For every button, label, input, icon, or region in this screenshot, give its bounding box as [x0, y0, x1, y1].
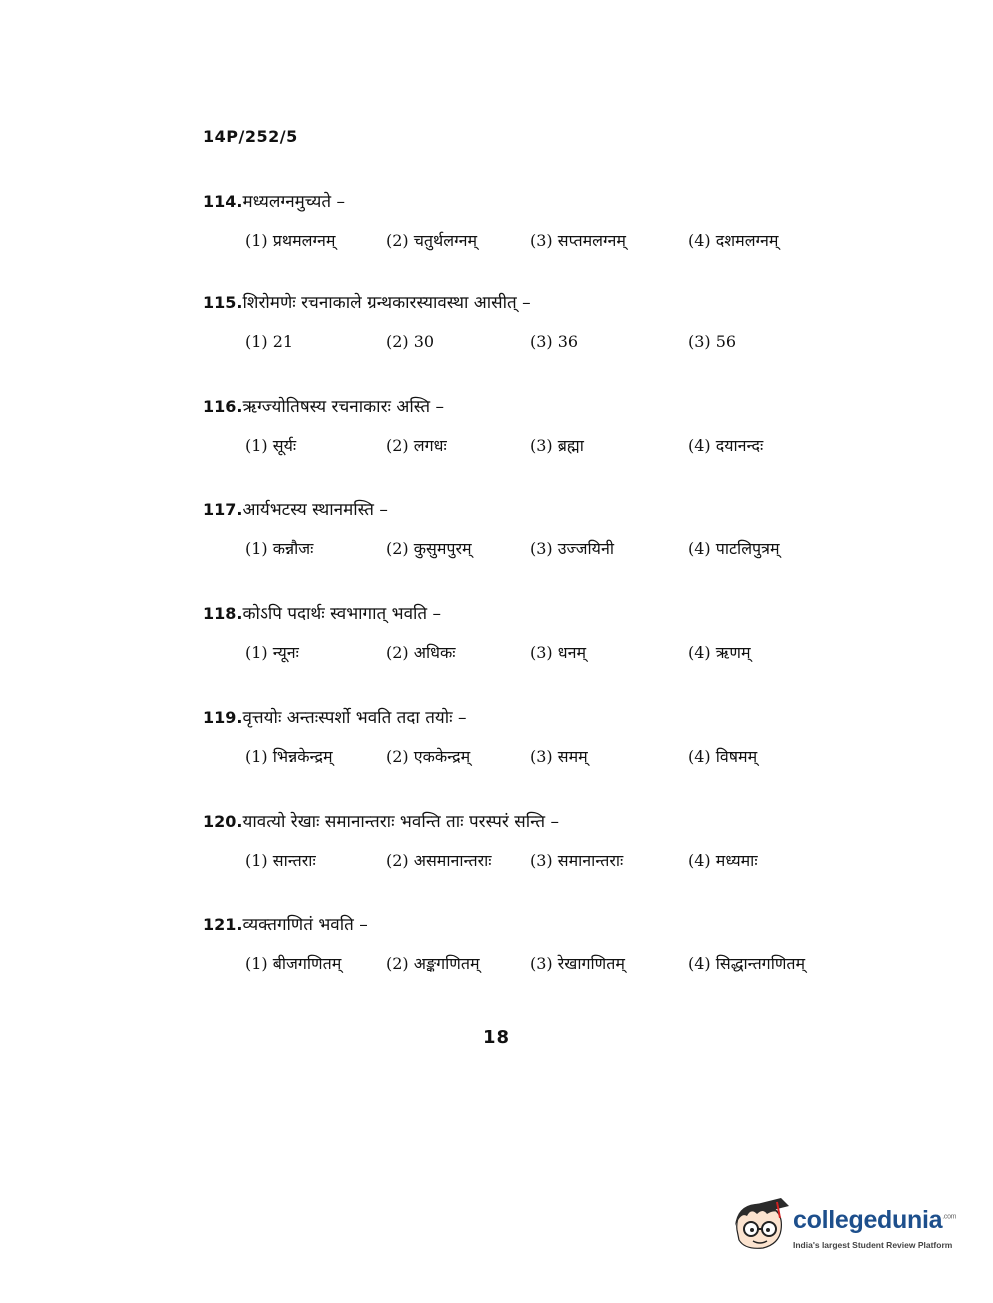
option-3: (3) उज्जयिनी: [530, 539, 614, 558]
mascot-icon: [733, 1196, 791, 1268]
options-row: [203, 848, 883, 874]
option-3: (3) समम्: [530, 747, 588, 766]
question-number: 116.: [203, 397, 243, 416]
question-item: [203, 498, 883, 562]
question-text: शिरोमणेः रचनाकाले ग्रन्थकारस्यावस्था आसीत् –: [242, 293, 531, 313]
option-4: (4) दशमलग्नम्: [688, 231, 779, 250]
question-stem: [203, 498, 883, 522]
question-item: [203, 395, 883, 459]
options-row: [203, 744, 883, 770]
option-1: (1) कन्नौजः: [245, 539, 314, 558]
brand-name: collegedunia$^{.com}$: [793, 1206, 957, 1234]
options-row: [203, 640, 883, 666]
option-3: (3) धनम्: [530, 643, 587, 662]
question-number: 121.: [203, 915, 243, 934]
question-item: [203, 190, 883, 254]
question-text: ऋग्ज्योतिषस्य रचनाकारः अस्ति –: [242, 397, 444, 417]
option-4: (4) मध्यमाः: [688, 851, 758, 870]
option-1: (1) 21: [245, 332, 294, 351]
option-1: (1) सूर्यः: [245, 436, 297, 455]
paper-code: 14P/252/5: [203, 127, 298, 146]
option-1: (1) बीजगणितम्: [245, 954, 342, 973]
option-2: (2) लगधः: [386, 436, 447, 455]
question-stem: [203, 913, 883, 937]
options-row: [203, 433, 883, 459]
option-2: (2) 30: [386, 332, 435, 351]
question-stem: [203, 190, 883, 214]
option-4: (4) दयानन्दः: [688, 436, 764, 455]
question-number: 117.: [203, 500, 243, 519]
question-stem: [203, 395, 883, 419]
question-stem: [203, 291, 883, 315]
option-3: (3) ब्रह्मा: [530, 436, 584, 455]
brand-suffix: .com: [942, 1213, 957, 1221]
question-number: 119.: [203, 708, 243, 727]
question-item: [203, 706, 883, 770]
question-stem: [203, 706, 883, 730]
question-number: 118.: [203, 604, 243, 623]
question-number: 114.: [203, 192, 243, 211]
option-4: (4) पाटलिपुत्रम्: [688, 539, 780, 558]
option-2: (2) कुसुमपुरम्: [386, 539, 472, 558]
options-row: [203, 228, 883, 254]
option-1: (1) भिन्नकेन्द्रम्: [245, 747, 333, 766]
option-3: (3) रेखागणितम्: [530, 954, 625, 973]
option-2: (2) चतुर्थलग्नम्: [386, 231, 478, 250]
option-2: (2) अधिकः: [386, 643, 456, 662]
question-item: [203, 913, 883, 977]
collegedunia-watermark: [733, 1196, 963, 1268]
option-4: (3) 56: [688, 332, 737, 351]
option-3: (3) सप्तमलग्नम्: [530, 231, 626, 250]
question-stem: [203, 810, 883, 834]
options-row: [203, 329, 883, 355]
option-2: (2) अङ्कगणितम्: [386, 954, 480, 973]
options-row: [203, 951, 883, 977]
question-text: वृत्तयोः अन्तःस्पर्शो भवति तदा तयोः –: [242, 708, 467, 728]
question-text: मध्यलग्नमुच्यते –: [242, 192, 345, 212]
option-4: (4) विषमम्: [688, 747, 758, 766]
question-text: व्यक्तगणितं भवति –: [242, 915, 368, 935]
question-item: [203, 810, 883, 874]
page-number: 18: [482, 1027, 511, 1048]
question-item: [203, 602, 883, 666]
option-2: (2) एककेन्द्रम्: [386, 747, 471, 766]
option-3: (3) समानान्तराः: [530, 851, 624, 870]
question-number: 120.: [203, 812, 243, 831]
option-4: (4) ऋणम्: [688, 643, 751, 662]
option-4: (4) सिद्धान्तगणितम्: [688, 954, 806, 973]
question-number: 115.: [203, 293, 243, 312]
question-text: आर्यभटस्य स्थानमस्ति –: [242, 500, 388, 520]
option-1: (1) सान्तराः: [245, 851, 316, 870]
options-row: [203, 536, 883, 562]
option-2: (2) असमानान्तराः: [386, 851, 492, 870]
option-1: (1) प्रथमलग्नम्: [245, 231, 336, 250]
question-item: [203, 291, 883, 355]
brand-tagline: India's largest Student Review Platform: [793, 1240, 953, 1250]
question-text: यावत्यो रेखाः समानान्तराः भवन्ति ताः परस्परं सन्ति –: [242, 812, 559, 832]
option-3: (3) 36: [530, 332, 579, 351]
question-stem: [203, 602, 883, 626]
option-1: (1) न्यूनः: [245, 643, 299, 662]
question-text: कोऽपि पदार्थः स्वभागात् भवति –: [242, 604, 442, 624]
